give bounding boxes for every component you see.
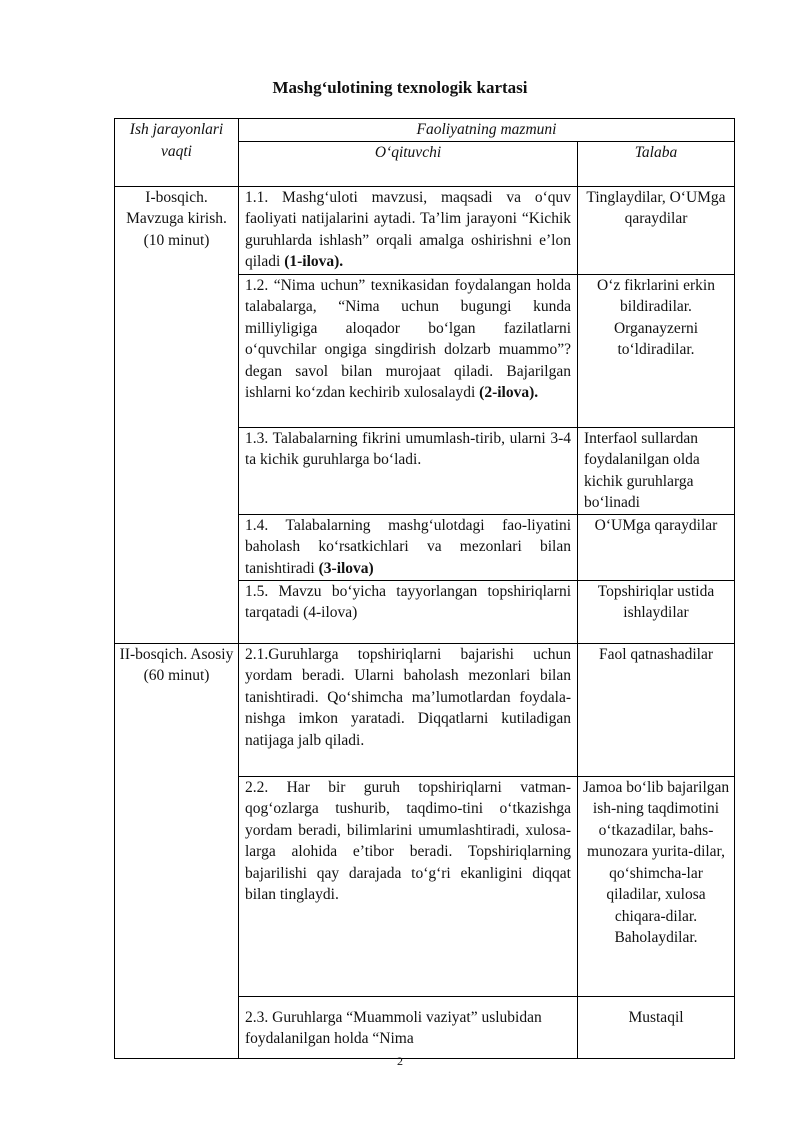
stage-1-cell [115,186,239,643]
teacher-activity: 1.2. “Nima uchun” texnikasidan foydalangan holda talabalarga, “Nima uchun bugungi kunda milliyligiga aloqador bo‘lgan fazilatlarni o‘quvchilar ongiga singdirish dolzarb muammo”? degan savol bilan murojaat qiladi. Bajarilgan ishlarni ko‘zdan kechirib xulosalaydi (2-ilova). [239,274,578,427]
page-number: 2 [397,1054,403,1068]
teacher-activity: 2.3. Guruhlarga “Muammoli vaziyat” uslubidan foydalanilgan holda “Nima [239,996,578,1058]
student-activity: Jamoa bo‘lib bajarilgan ish-ning taqdimotini o‘tkazadilar, bahs-munozara yurita-dilar, qo‘shimcha-lar qiladilar, xulosa chiqara-dilar. Baholaydilar. [578,776,735,996]
student-activity: Interfaol sullardan foydalanilgan olda kichik guruhlarga bo‘linadi [578,427,735,514]
student-activity: Mustaqil [578,996,735,1058]
student-activity: Faol qatnashadilar [578,643,735,776]
teacher-activity: 1.1. Mashg‘uloti mavzusi, maqsadi va o‘quv faoliyati natijalarini aytadi. Ta’lim jarayoni “Kichik guruhlarda ishlash” orqali amalga oshirishni e’lon qiladi (1-ilova). [239,186,578,274]
student-activity: Tinglaydilar, O‘UMga qaraydilar [578,186,735,274]
teacher-activity: 1.5. Mavzu bo‘yicha tayyorlangan topshiriqlarni tarqatadi (4-ilova) [239,580,578,643]
student-activity: O‘z fikrlarini erkin bildiradilar. Organayzerni to‘ldiradilar. [578,274,735,427]
stage-1-time: (10 minut) [143,231,210,249]
student-activity: O‘UMga qaraydilar [578,514,735,580]
teacher-activity: 2.2. Har bir guruh topshiriqlarni vatman-qog‘ozlarga tushurib, taqdimo-tini o‘tkazishga yordam beradi, bilimlarini umumlashtiradi, xulosa-larga alohida e’tibor beradi. Topshiriqlarning bajarilishi qay darajada to‘g‘ri ekanligini diqqat bilan tinglaydi. [239,776,578,996]
header-teacher: O‘qituvchi [239,141,578,186]
header-activity-content: Faoliyatning mazmuni [239,119,735,142]
stage-2-label: II-bosqich. Asosiy [119,645,234,663]
teacher-activity: 1.3. Talabalarning fikrini umumlash-tirib, ularni 3-4 ta kichik guruhlarga bo‘ladi. [239,427,578,514]
teacher-activity: 2.1.Guruhlarga topshiriqlarni bajarishi uchun yordam beradi. Ularni baholash mezonlari bilan tanishtiradi. Qo‘shimcha ma’lumotlardan foydala-nishga imkon yaratadi. Diqqatlarni kutiladigan natijaga jalb qiladi. [239,643,578,776]
table-row [115,643,735,776]
student-activity: Topshiriqlar ustida ishlaydilar [578,580,735,643]
teacher-activity: 1.4. Talabalarning mashg‘ulotdagi fao-liyatini baholash ko‘rsatkichlari va mezonlari bilan tanishtiradi (3-ilova) [239,514,578,580]
document-title: Mashg‘ulotining texnologik kartasi [272,78,528,97]
technology-card-table [114,118,735,1059]
table-row [115,186,735,274]
header-student: Talaba [578,141,735,186]
stage-2-time: (60 minut) [143,667,210,684]
stage-1-label: I-bosqich. Mavzuga kirish. [126,188,227,227]
header-process-time: Ish jarayonlari vaqti [115,119,239,187]
stage-2-cell [115,643,239,1058]
